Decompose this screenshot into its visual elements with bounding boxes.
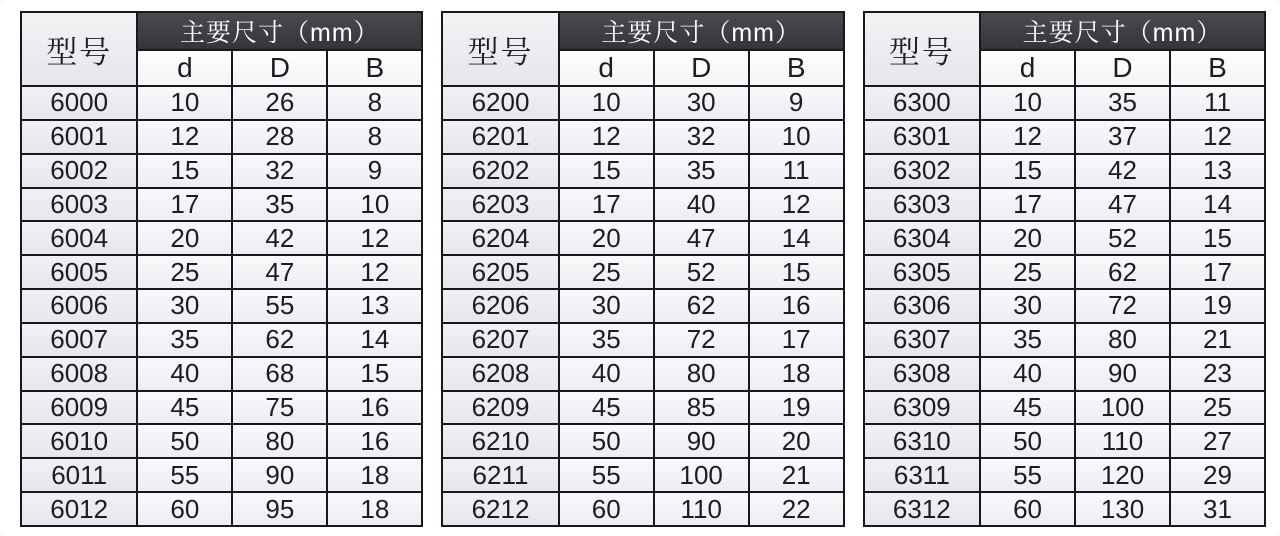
dimension-cell: 27 (1170, 424, 1265, 458)
dimension-cell: 90 (654, 424, 749, 458)
model-number-cell: 6004 (21, 221, 137, 255)
dimension-cell: 19 (1170, 289, 1265, 323)
col-header-d: d (980, 50, 1075, 86)
dimensions-header: 主要尺寸（mm） (980, 12, 1265, 50)
dimension-cell: 17 (559, 188, 654, 222)
model-number-cell: 6305 (864, 255, 980, 289)
model-number-cell: 6204 (442, 221, 558, 255)
dimension-cell: 15 (749, 255, 844, 289)
dimension-cell: 35 (559, 323, 654, 357)
model-number-cell: 6308 (864, 357, 980, 391)
dimension-cell: 12 (327, 221, 422, 255)
table-row (864, 357, 1265, 391)
table-row (442, 391, 843, 425)
model-number-cell: 6207 (442, 323, 558, 357)
dimension-cell: 9 (327, 154, 422, 188)
model-number-cell: 6003 (21, 188, 137, 222)
dimension-cell: 29 (1170, 458, 1265, 492)
model-number-cell: 6312 (864, 492, 980, 526)
dimension-cell: 55 (559, 458, 654, 492)
dimension-cell: 75 (232, 391, 327, 425)
dimension-cell: 55 (980, 458, 1075, 492)
col-header-B: B (327, 50, 422, 86)
dimension-cell: 32 (654, 120, 749, 154)
dimensions-header: 主要尺寸（mm） (137, 12, 422, 50)
dimension-cell: 42 (1075, 154, 1170, 188)
dimension-cell: 31 (1170, 492, 1265, 526)
dimension-cell: 52 (1075, 221, 1170, 255)
dimension-cell: 45 (559, 391, 654, 425)
table-row (864, 154, 1265, 188)
model-number-cell: 6208 (442, 357, 558, 391)
dimension-cell: 72 (654, 323, 749, 357)
dimension-cell: 13 (327, 289, 422, 323)
table-row (442, 289, 843, 323)
dimension-cell: 50 (559, 424, 654, 458)
table-row (21, 120, 422, 154)
table-row (21, 492, 422, 526)
dimension-cell: 100 (1075, 391, 1170, 425)
col-header-d: d (559, 50, 654, 86)
dimension-cell: 17 (980, 188, 1075, 222)
dimension-cell: 22 (749, 492, 844, 526)
model-number-cell: 6309 (864, 391, 980, 425)
dimension-cell: 52 (654, 255, 749, 289)
dimension-cell: 62 (232, 323, 327, 357)
model-number-cell: 6009 (21, 391, 137, 425)
model-number-cell: 6310 (864, 424, 980, 458)
dimension-cell: 12 (1170, 120, 1265, 154)
dimension-cell: 42 (232, 221, 327, 255)
dimension-cell: 45 (137, 391, 232, 425)
dimension-cell: 17 (137, 188, 232, 222)
dimension-cell: 16 (327, 391, 422, 425)
table-row (21, 86, 422, 120)
dimension-cell: 15 (1170, 221, 1265, 255)
dimension-cell: 35 (1075, 86, 1170, 120)
dimension-cell: 12 (327, 255, 422, 289)
model-number-cell: 6210 (442, 424, 558, 458)
dimensions-header: 主要尺寸（mm） (559, 12, 844, 50)
dimension-cell: 25 (1170, 391, 1265, 425)
dimension-cell: 26 (232, 86, 327, 120)
dimension-cell: 62 (1075, 255, 1170, 289)
dimension-cell: 17 (749, 323, 844, 357)
table-row (21, 458, 422, 492)
dimension-cell: 10 (559, 86, 654, 120)
dimension-cell: 40 (559, 357, 654, 391)
dimension-cell: 30 (654, 86, 749, 120)
bearing-table-6200-series (441, 11, 844, 527)
dimension-cell: 11 (749, 154, 844, 188)
dimension-cell: 19 (749, 391, 844, 425)
dimension-cell: 45 (980, 391, 1075, 425)
col-header-B: B (1170, 50, 1265, 86)
table-row (864, 458, 1265, 492)
dimension-cell: 72 (1075, 289, 1170, 323)
table-row (864, 492, 1265, 526)
dimension-cell: 28 (232, 120, 327, 154)
table-row (864, 391, 1265, 425)
table-row (21, 357, 422, 391)
model-number-cell: 6303 (864, 188, 980, 222)
col-header-B: B (749, 50, 844, 86)
model-number-cell: 6302 (864, 154, 980, 188)
dimension-cell: 20 (980, 221, 1075, 255)
dimension-cell: 47 (1075, 188, 1170, 222)
model-number-cell: 6200 (442, 86, 558, 120)
dimension-cell: 12 (980, 120, 1075, 154)
dimension-cell: 20 (749, 424, 844, 458)
dimension-cell: 30 (137, 289, 232, 323)
model-number-cell: 6300 (864, 86, 980, 120)
model-number-cell: 6211 (442, 458, 558, 492)
dimension-cell: 68 (232, 357, 327, 391)
table-row (864, 188, 1265, 222)
dimension-cell: 12 (749, 188, 844, 222)
dimension-cell: 47 (654, 221, 749, 255)
col-header-D: D (232, 50, 327, 86)
dimension-cell: 20 (559, 221, 654, 255)
model-number-cell: 6201 (442, 120, 558, 154)
dimension-cell: 47 (232, 255, 327, 289)
model-number-cell: 6301 (864, 120, 980, 154)
table-row (864, 424, 1265, 458)
dimension-cell: 9 (749, 86, 844, 120)
dimension-cell: 15 (559, 154, 654, 188)
dimension-cell: 110 (1075, 424, 1170, 458)
col-header-D: D (654, 50, 749, 86)
col-header-d: d (137, 50, 232, 86)
table-row (21, 154, 422, 188)
col-header-D: D (1075, 50, 1170, 86)
model-number-cell: 6002 (21, 154, 137, 188)
table-row (864, 323, 1265, 357)
model-number-cell: 6205 (442, 255, 558, 289)
table-row (21, 188, 422, 222)
dimension-cell: 35 (980, 323, 1075, 357)
table-row (442, 221, 843, 255)
model-number-cell: 6000 (21, 86, 137, 120)
dimension-cell: 14 (1170, 188, 1265, 222)
dimension-cell: 21 (1170, 323, 1265, 357)
model-number-cell: 6010 (21, 424, 137, 458)
model-number-cell: 6006 (21, 289, 137, 323)
table-row (442, 120, 843, 154)
dimension-cell: 35 (232, 188, 327, 222)
model-number-cell: 6005 (21, 255, 137, 289)
dimension-cell: 18 (749, 357, 844, 391)
table-row (442, 492, 843, 526)
dimension-cell: 120 (1075, 458, 1170, 492)
dimension-cell: 110 (654, 492, 749, 526)
dimension-cell: 14 (327, 323, 422, 357)
dimension-cell: 18 (327, 458, 422, 492)
table-row (864, 120, 1265, 154)
model-number-cell: 6012 (21, 492, 137, 526)
dimension-cell: 16 (749, 289, 844, 323)
model-column-header: 型号 (442, 12, 558, 86)
dimension-cell: 8 (327, 120, 422, 154)
model-number-cell: 6307 (864, 323, 980, 357)
dimension-cell: 11 (1170, 86, 1265, 120)
model-number-cell: 6011 (21, 458, 137, 492)
dimension-cell: 80 (1075, 323, 1170, 357)
dimension-cell: 130 (1075, 492, 1170, 526)
table-row (21, 289, 422, 323)
dimension-cell: 13 (1170, 154, 1265, 188)
table-row (864, 221, 1265, 255)
dimension-cell: 25 (980, 255, 1075, 289)
dimension-cell: 15 (327, 357, 422, 391)
dimension-cell: 10 (980, 86, 1075, 120)
model-number-cell: 6206 (442, 289, 558, 323)
dimension-cell: 60 (137, 492, 232, 526)
dimension-cell: 60 (980, 492, 1075, 526)
table-row (864, 86, 1265, 120)
dimension-cell: 30 (559, 289, 654, 323)
dimension-cell: 18 (327, 492, 422, 526)
model-number-cell: 6212 (442, 492, 558, 526)
table-row (21, 323, 422, 357)
table-row (442, 424, 843, 458)
dimension-cell: 30 (980, 289, 1075, 323)
dimension-cell: 25 (559, 255, 654, 289)
dimension-cell: 20 (137, 221, 232, 255)
dimension-cell: 60 (559, 492, 654, 526)
dimension-cell: 32 (232, 154, 327, 188)
dimension-cell: 100 (654, 458, 749, 492)
dimension-cell: 40 (654, 188, 749, 222)
dimension-cell: 16 (327, 424, 422, 458)
table-row (442, 154, 843, 188)
table-row (21, 255, 422, 289)
dimension-cell: 50 (980, 424, 1075, 458)
dimension-cell: 10 (137, 86, 232, 120)
dimension-cell: 10 (749, 120, 844, 154)
dimension-cell: 10 (327, 188, 422, 222)
dimension-cell: 17 (1170, 255, 1265, 289)
dimension-cell: 15 (137, 154, 232, 188)
dimension-cell: 40 (980, 357, 1075, 391)
table-row (21, 424, 422, 458)
dimension-cell: 35 (137, 323, 232, 357)
dimension-cell: 50 (137, 424, 232, 458)
dimension-cell: 14 (749, 221, 844, 255)
dimension-cell: 90 (1075, 357, 1170, 391)
bearing-table-6000-series (20, 11, 423, 527)
table-row (442, 323, 843, 357)
table-row (864, 289, 1265, 323)
model-number-cell: 6306 (864, 289, 980, 323)
dimension-cell: 55 (137, 458, 232, 492)
dimension-cell: 12 (137, 120, 232, 154)
bearing-table-6300-series (863, 11, 1266, 527)
dimension-cell: 37 (1075, 120, 1170, 154)
table-row (21, 391, 422, 425)
dimension-cell: 62 (654, 289, 749, 323)
dimension-cell: 21 (749, 458, 844, 492)
dimension-cell: 55 (232, 289, 327, 323)
dimension-cell: 12 (559, 120, 654, 154)
table-row (442, 357, 843, 391)
model-number-cell: 6311 (864, 458, 980, 492)
model-number-cell: 6209 (442, 391, 558, 425)
model-number-cell: 6203 (442, 188, 558, 222)
model-column-header: 型号 (21, 12, 137, 86)
table-row (21, 221, 422, 255)
dimension-cell: 90 (232, 458, 327, 492)
model-column-header: 型号 (864, 12, 980, 86)
model-number-cell: 6007 (21, 323, 137, 357)
model-number-cell: 6202 (442, 154, 558, 188)
table-row (442, 255, 843, 289)
dimension-cell: 23 (1170, 357, 1265, 391)
model-number-cell: 6304 (864, 221, 980, 255)
table-row (442, 86, 843, 120)
table-row (864, 255, 1265, 289)
model-number-cell: 6001 (21, 120, 137, 154)
dimension-cell: 80 (232, 424, 327, 458)
dimension-cell: 35 (654, 154, 749, 188)
dimension-cell: 95 (232, 492, 327, 526)
dimension-cell: 80 (654, 357, 749, 391)
dimension-cell: 15 (980, 154, 1075, 188)
dimension-cell: 85 (654, 391, 749, 425)
dimension-cell: 8 (327, 86, 422, 120)
table-row (442, 188, 843, 222)
dimension-cell: 25 (137, 255, 232, 289)
dimension-cell: 40 (137, 357, 232, 391)
table-row (442, 458, 843, 492)
model-number-cell: 6008 (21, 357, 137, 391)
